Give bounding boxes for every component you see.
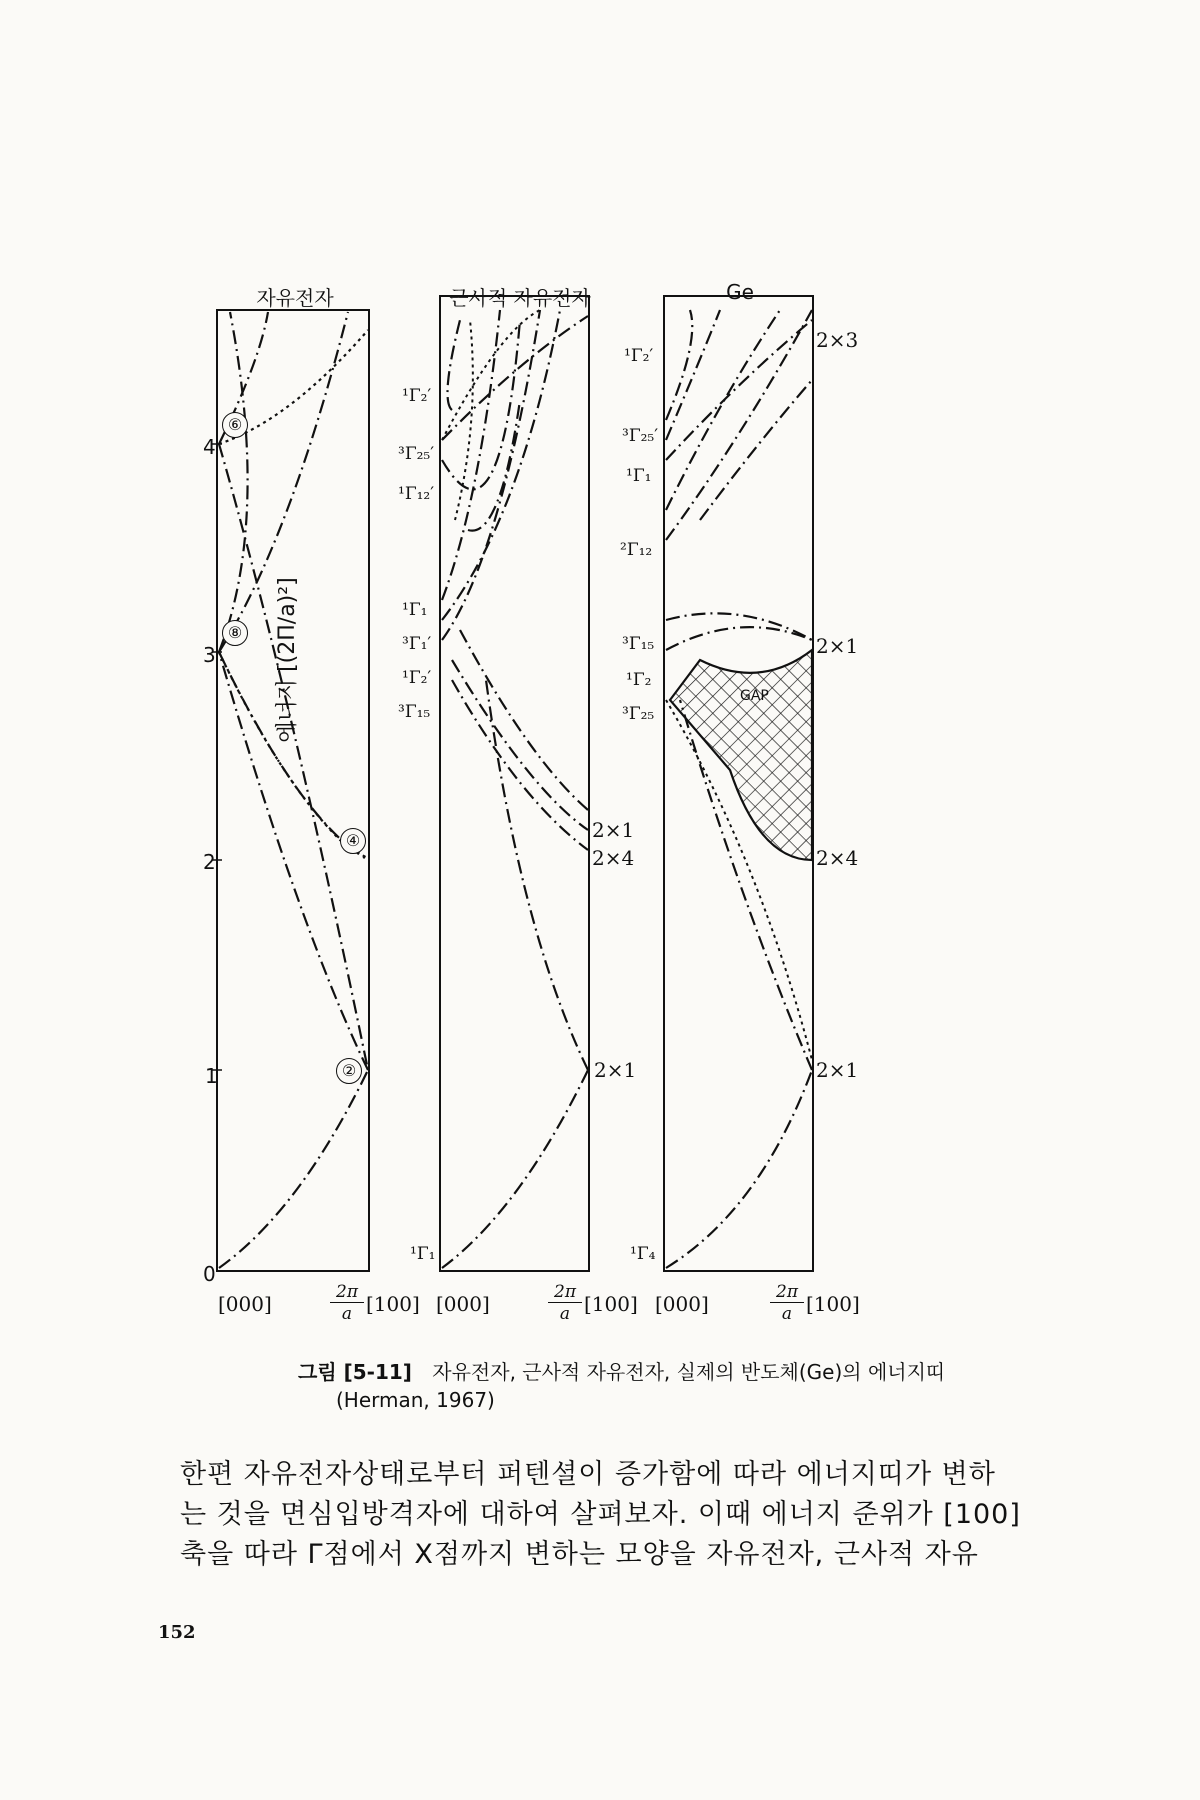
y-tick-3: 3 (203, 643, 216, 667)
caption-label: 그림 [5-11] (298, 1360, 412, 1384)
p2-label-g25p: ³Γ₂₅′ (398, 444, 435, 464)
p3-right-2x1-top: 2×1 (816, 634, 859, 658)
y-axis-label: 에너지 [(2Π/a)²] (275, 577, 300, 743)
circled-label-6: ⑥ (222, 412, 248, 438)
p3-right-2x4: 2×4 (816, 846, 859, 870)
x-label-end-3: [100] (806, 1292, 860, 1316)
circled-label-8: ⑧ (222, 620, 248, 646)
p2-right-2x4: 2×4 (592, 846, 635, 870)
x-fraction-num-1: 2π (330, 1282, 364, 1303)
figure-caption (298, 1356, 945, 1385)
p3-label-g25p: ³Γ₂₅′ (622, 426, 659, 446)
p2-label-g1: ¹Γ₁ (402, 600, 428, 620)
x-fraction-den-2: a (559, 1304, 571, 1324)
nearly-free-bands (442, 310, 588, 1268)
x-label-end-1: [100] (366, 1292, 420, 1316)
p2-label-g12p: ¹Γ₁₂′ (398, 484, 435, 504)
p3-label-g25: ³Γ₂₅ (622, 704, 655, 724)
y-tick-4: 4 (203, 435, 216, 459)
p2-label-g15: ³Γ₁₅ (398, 702, 431, 722)
body-line-3: 축을 따라 Γ점에서 X점까지 변하는 모양을 자유전자, 근사적 자유 (180, 1539, 979, 1570)
p3-label-g4: ¹Γ₄ (630, 1244, 656, 1264)
p3-label-g2p: ¹Γ₂′ (624, 346, 654, 366)
p3-label-g1: ¹Γ₁ (626, 466, 652, 486)
x-fraction-num-3: 2π (770, 1282, 804, 1303)
x-label-start-3: [000] (655, 1292, 709, 1316)
panel-title-nearly-free-electron: 근사적 자유전자 (449, 286, 591, 310)
x-fraction-den-3: a (781, 1304, 793, 1324)
caption-source: (Herman, 1967) (336, 1388, 495, 1412)
y-tick-0: 0 (203, 1262, 216, 1286)
x-fraction-num-2: 2π (548, 1282, 582, 1303)
p2-label-g2p-mid: ¹Γ₂′ (402, 668, 432, 688)
panel-title-free-electron: 자유전자 (256, 286, 334, 310)
p2-label-g1-bottom: ¹Γ₁ (410, 1244, 436, 1264)
p2-right-2x1-bottom: 2×1 (594, 1058, 637, 1082)
body-line-2: 는 것을 면심입방격자에 대하여 살펴보자. 이때 에너지 준위가 [100] (180, 1499, 1021, 1530)
x-label-start-1: [000] (218, 1292, 272, 1316)
gap-region (670, 650, 812, 860)
gap-label: GAP (740, 688, 769, 704)
free-electron-bands (219, 312, 368, 1268)
p3-label-g12: ²Γ₁₂ (620, 540, 653, 560)
p3-right-2x1-bottom: 2×1 (816, 1058, 859, 1082)
p3-label-g2: ¹Γ₂ (626, 670, 652, 690)
caption-text: 자유전자, 근사적 자유전자, 실제의 반도체(Ge)의 에너지띠 (432, 1360, 946, 1384)
y-tick-1: 1 (205, 1064, 218, 1088)
panel-title-ge: Ge (726, 280, 754, 304)
p3-label-g15: ³Γ₁₅ (622, 634, 655, 654)
free-electron-dotted (219, 330, 368, 858)
panel-frame-free-electron (217, 310, 369, 1271)
x-label-start-2: [000] (436, 1292, 490, 1316)
x-fraction-den-1: a (341, 1304, 353, 1324)
circled-label-4: ④ (340, 828, 366, 854)
p2-label-g2p-top: ¹Γ₂′ (402, 386, 432, 406)
p3-right-2x3: 2×3 (816, 328, 859, 352)
p2-right-2x1-top: 2×1 (592, 818, 635, 842)
page-number: 152 (158, 1622, 196, 1643)
p2-label-g1p: ³Γ₁′ (402, 634, 432, 654)
nearly-free-dotted (442, 310, 540, 520)
x-label-end-2: [100] (584, 1292, 638, 1316)
circled-label-2: ② (336, 1058, 362, 1084)
y-tick-2: 2 (203, 850, 216, 874)
body-line-1: 한편 자유전자상태로부터 퍼텐셜이 증가함에 따라 에너지띠가 변하 (180, 1459, 996, 1490)
